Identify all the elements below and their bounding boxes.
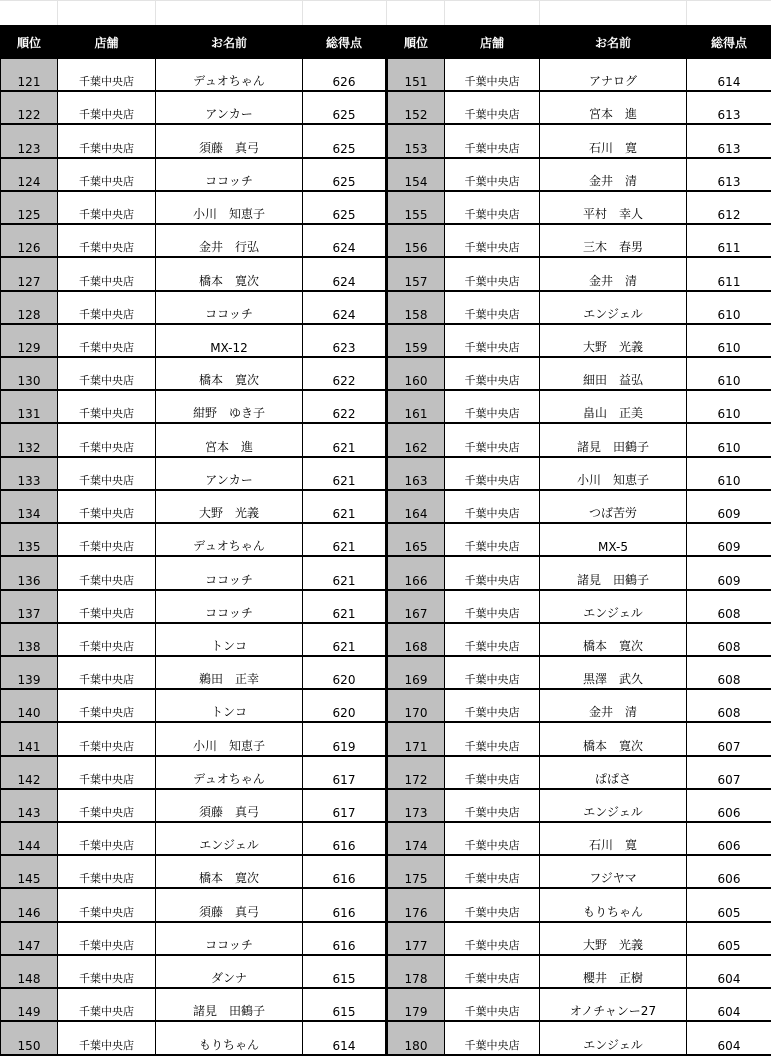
name-cell[interactable]: ぱぱさ xyxy=(540,756,687,789)
rank-cell[interactable]: 141 xyxy=(1,722,58,755)
score-cell[interactable]: 621 xyxy=(303,490,387,523)
name-cell[interactable]: ココッチ xyxy=(156,922,303,955)
store-cell[interactable]: 千葉中央店 xyxy=(58,689,156,722)
rank-cell[interactable]: 161 xyxy=(387,390,445,423)
rank-cell[interactable]: 145 xyxy=(1,855,58,888)
store-cell[interactable]: 千葉中央店 xyxy=(58,556,156,589)
score-cell[interactable]: 608 xyxy=(687,623,771,656)
store-cell[interactable]: 千葉中央店 xyxy=(58,357,156,390)
name-cell[interactable]: アンカー xyxy=(156,457,303,490)
store-cell[interactable]: 千葉中央店 xyxy=(445,357,540,390)
rank-cell[interactable]: 168 xyxy=(387,623,445,656)
name-cell[interactable]: 紺野 ゆき子 xyxy=(156,390,303,423)
rank-cell[interactable]: 154 xyxy=(387,158,445,191)
score-cell[interactable]: 614 xyxy=(687,59,771,92)
table-row xyxy=(1,357,771,390)
name-cell[interactable]: 平村 幸人 xyxy=(540,191,687,224)
store-cell[interactable]: 千葉中央店 xyxy=(58,224,156,257)
rank-cell[interactable]: 160 xyxy=(387,357,445,390)
table-row xyxy=(1,656,771,689)
score-cell[interactable]: 604 xyxy=(687,988,771,1021)
store-cell[interactable]: 千葉中央店 xyxy=(445,523,540,556)
name-cell[interactable]: 黒澤 武久 xyxy=(540,656,687,689)
store-cell[interactable]: 千葉中央店 xyxy=(445,291,540,324)
store-cell[interactable]: 千葉中央店 xyxy=(58,390,156,423)
rank-cell[interactable]: 153 xyxy=(387,124,445,157)
table-row xyxy=(1,390,771,423)
store-cell[interactable]: 千葉中央店 xyxy=(58,124,156,157)
name-cell[interactable]: アンカー xyxy=(156,91,303,124)
rank-cell[interactable]: 150 xyxy=(1,1021,58,1054)
header-rank[interactable]: 順位 xyxy=(387,26,445,59)
table-row xyxy=(1,1021,771,1054)
score-cell[interactable]: 613 xyxy=(687,91,771,124)
rank-cell[interactable]: 138 xyxy=(1,623,58,656)
name-cell[interactable]: 石川 寛 xyxy=(540,822,687,855)
name-cell[interactable]: ダンナ xyxy=(156,955,303,988)
score-cell[interactable]: 605 xyxy=(687,888,771,921)
store-cell[interactable]: 千葉中央店 xyxy=(445,490,540,523)
store-cell[interactable]: 千葉中央店 xyxy=(445,257,540,290)
header-score[interactable]: 総得点 xyxy=(303,26,387,59)
rank-cell[interactable]: 122 xyxy=(1,91,58,124)
score-cell[interactable]: 610 xyxy=(687,423,771,456)
store-cell[interactable]: 千葉中央店 xyxy=(58,623,156,656)
rank-cell[interactable]: 128 xyxy=(1,291,58,324)
score-cell[interactable]: 611 xyxy=(687,257,771,290)
name-cell[interactable]: ココッチ xyxy=(156,590,303,623)
table-row xyxy=(1,855,771,888)
store-cell[interactable]: 千葉中央店 xyxy=(445,1021,540,1054)
score-cell[interactable]: 610 xyxy=(687,357,771,390)
name-cell[interactable]: エンジェル xyxy=(540,291,687,324)
ranking-body xyxy=(1,59,771,1055)
score-cell[interactable]: 616 xyxy=(303,888,387,921)
table-row xyxy=(1,756,771,789)
store-cell[interactable]: 千葉中央店 xyxy=(58,257,156,290)
store-cell[interactable]: 千葉中央店 xyxy=(445,922,540,955)
store-cell[interactable]: 千葉中央店 xyxy=(58,722,156,755)
store-cell[interactable]: 千葉中央店 xyxy=(58,457,156,490)
rank-cell[interactable]: 179 xyxy=(387,988,445,1021)
table-row xyxy=(1,789,771,822)
name-cell[interactable]: 鵜田 正幸 xyxy=(156,656,303,689)
rank-cell[interactable]: 164 xyxy=(387,490,445,523)
name-cell[interactable]: 三木 春男 xyxy=(540,224,687,257)
name-cell[interactable]: 諸見 田鶴子 xyxy=(156,988,303,1021)
name-cell[interactable]: 小川 知恵子 xyxy=(156,722,303,755)
score-cell[interactable]: 604 xyxy=(687,1021,771,1054)
rank-cell[interactable]: 149 xyxy=(1,988,58,1021)
rank-cell[interactable]: 123 xyxy=(1,124,58,157)
store-cell[interactable]: 千葉中央店 xyxy=(58,324,156,357)
rank-cell[interactable]: 127 xyxy=(1,257,58,290)
name-cell[interactable]: 金井 清 xyxy=(540,257,687,290)
store-cell[interactable]: 千葉中央店 xyxy=(445,191,540,224)
rank-cell[interactable]: 177 xyxy=(387,922,445,955)
rank-cell[interactable]: 172 xyxy=(387,756,445,789)
store-cell[interactable]: 千葉中央店 xyxy=(58,1021,156,1054)
score-cell[interactable]: 620 xyxy=(303,656,387,689)
rank-cell[interactable]: 170 xyxy=(387,689,445,722)
name-cell[interactable]: 金井 行弘 xyxy=(156,224,303,257)
rank-cell[interactable]: 165 xyxy=(387,523,445,556)
score-cell[interactable]: 625 xyxy=(303,91,387,124)
name-cell[interactable]: つば苦労 xyxy=(540,490,687,523)
store-cell[interactable]: 千葉中央店 xyxy=(58,158,156,191)
store-cell[interactable]: 千葉中央店 xyxy=(445,988,540,1021)
rank-cell[interactable]: 133 xyxy=(1,457,58,490)
name-cell[interactable]: エンジェル xyxy=(540,789,687,822)
score-cell[interactable]: 619 xyxy=(303,722,387,755)
score-cell[interactable]: 605 xyxy=(687,922,771,955)
rank-cell[interactable]: 178 xyxy=(387,955,445,988)
rank-cell[interactable]: 129 xyxy=(1,324,58,357)
score-cell[interactable]: 621 xyxy=(303,623,387,656)
score-cell[interactable]: 626 xyxy=(303,59,387,92)
score-cell[interactable]: 621 xyxy=(303,590,387,623)
name-cell[interactable]: 石川 寛 xyxy=(540,124,687,157)
score-cell[interactable]: 606 xyxy=(687,789,771,822)
store-cell[interactable]: 千葉中央店 xyxy=(58,789,156,822)
score-cell[interactable]: 609 xyxy=(687,523,771,556)
name-cell[interactable]: 須藤 真弓 xyxy=(156,124,303,157)
table-row xyxy=(1,324,771,357)
store-cell[interactable]: 千葉中央店 xyxy=(445,855,540,888)
score-cell[interactable]: 612 xyxy=(687,191,771,224)
rank-cell[interactable]: 174 xyxy=(387,822,445,855)
score-cell[interactable]: 624 xyxy=(303,224,387,257)
score-cell[interactable]: 622 xyxy=(303,357,387,390)
name-cell[interactable]: ココッチ xyxy=(156,291,303,324)
score-cell[interactable]: 622 xyxy=(303,390,387,423)
score-cell[interactable]: 625 xyxy=(303,158,387,191)
score-cell[interactable]: 621 xyxy=(303,523,387,556)
name-cell[interactable]: トンコ xyxy=(156,623,303,656)
score-cell[interactable]: 621 xyxy=(303,556,387,589)
score-cell[interactable]: 620 xyxy=(303,689,387,722)
name-cell[interactable]: 小川 知恵子 xyxy=(540,457,687,490)
name-cell[interactable]: デュオちゃん xyxy=(156,59,303,92)
store-cell[interactable]: 千葉中央店 xyxy=(445,91,540,124)
score-cell[interactable]: 611 xyxy=(687,224,771,257)
rank-cell[interactable]: 143 xyxy=(1,789,58,822)
store-cell[interactable]: 千葉中央店 xyxy=(445,656,540,689)
name-cell[interactable]: MX-12 xyxy=(156,324,303,357)
table-row xyxy=(1,590,771,623)
score-cell[interactable]: 616 xyxy=(303,922,387,955)
rank-cell[interactable]: 125 xyxy=(1,191,58,224)
rank-cell[interactable]: 171 xyxy=(387,722,445,755)
score-cell[interactable]: 615 xyxy=(303,955,387,988)
name-cell[interactable]: オノチャンー27 xyxy=(540,988,687,1021)
store-cell[interactable]: 千葉中央店 xyxy=(58,656,156,689)
header-name[interactable]: お名前 xyxy=(540,26,687,59)
store-cell[interactable]: 千葉中央店 xyxy=(58,888,156,921)
store-cell[interactable]: 千葉中央店 xyxy=(58,822,156,855)
table-row xyxy=(1,291,771,324)
name-cell[interactable]: MX-5 xyxy=(540,523,687,556)
header-rank[interactable]: 順位 xyxy=(1,26,58,59)
name-cell[interactable]: 大野 光義 xyxy=(156,490,303,523)
store-cell[interactable]: 千葉中央店 xyxy=(445,324,540,357)
rank-cell[interactable]: 158 xyxy=(387,291,445,324)
score-cell[interactable]: 609 xyxy=(687,490,771,523)
rank-cell[interactable]: 157 xyxy=(387,257,445,290)
name-cell[interactable]: 橋本 寛次 xyxy=(156,257,303,290)
rank-cell[interactable]: 144 xyxy=(1,822,58,855)
table-row xyxy=(1,224,771,257)
table-row xyxy=(1,689,771,722)
store-cell[interactable]: 千葉中央店 xyxy=(445,623,540,656)
score-cell[interactable]: 624 xyxy=(303,257,387,290)
rank-cell[interactable]: 151 xyxy=(387,59,445,92)
table-row xyxy=(1,257,771,290)
score-cell[interactable]: 604 xyxy=(687,955,771,988)
name-cell[interactable]: ココッチ xyxy=(156,158,303,191)
name-cell[interactable]: 宮本 進 xyxy=(540,91,687,124)
rank-cell[interactable]: 130 xyxy=(1,357,58,390)
name-cell[interactable]: もりちゃん xyxy=(540,888,687,921)
rank-cell[interactable]: 176 xyxy=(387,888,445,921)
table-row xyxy=(1,191,771,224)
table-row xyxy=(1,822,771,855)
name-cell[interactable]: 橋本 寛次 xyxy=(156,357,303,390)
score-cell[interactable]: 617 xyxy=(303,789,387,822)
score-cell[interactable]: 613 xyxy=(687,158,771,191)
score-cell[interactable]: 608 xyxy=(687,590,771,623)
store-cell[interactable]: 千葉中央店 xyxy=(445,423,540,456)
name-cell[interactable]: 橋本 寛次 xyxy=(540,623,687,656)
store-cell[interactable]: 千葉中央店 xyxy=(58,59,156,92)
store-cell[interactable]: 千葉中央店 xyxy=(445,822,540,855)
rank-cell[interactable]: 147 xyxy=(1,922,58,955)
table-row xyxy=(1,556,771,589)
score-cell[interactable]: 625 xyxy=(303,191,387,224)
store-cell[interactable]: 千葉中央店 xyxy=(58,423,156,456)
rank-cell[interactable]: 163 xyxy=(387,457,445,490)
rank-cell[interactable]: 156 xyxy=(387,224,445,257)
table-row xyxy=(1,888,771,921)
table-row xyxy=(1,124,771,157)
table-row xyxy=(1,59,771,92)
store-cell[interactable]: 千葉中央店 xyxy=(445,590,540,623)
header-score[interactable]: 総得点 xyxy=(687,26,771,59)
rank-cell[interactable]: 137 xyxy=(1,590,58,623)
store-cell[interactable]: 千葉中央店 xyxy=(58,291,156,324)
store-cell[interactable]: 千葉中央店 xyxy=(58,91,156,124)
name-cell[interactable]: 畠山 正美 xyxy=(540,390,687,423)
rank-cell[interactable]: 136 xyxy=(1,556,58,589)
name-cell[interactable]: もりちゃん xyxy=(156,1021,303,1054)
score-cell[interactable]: 615 xyxy=(303,988,387,1021)
store-cell[interactable]: 千葉中央店 xyxy=(445,457,540,490)
store-cell[interactable]: 千葉中央店 xyxy=(445,556,540,589)
rank-cell[interactable]: 167 xyxy=(387,590,445,623)
rank-cell[interactable]: 121 xyxy=(1,59,58,92)
table-row xyxy=(1,490,771,523)
table-row xyxy=(1,158,771,191)
name-cell[interactable]: デュオちゃん xyxy=(156,523,303,556)
score-cell[interactable]: 610 xyxy=(687,324,771,357)
store-cell[interactable]: 千葉中央店 xyxy=(445,224,540,257)
name-cell[interactable]: 大野 光義 xyxy=(540,324,687,357)
rank-cell[interactable]: 166 xyxy=(387,556,445,589)
rank-cell[interactable]: 152 xyxy=(387,91,445,124)
name-cell[interactable]: 諸見 田鶴子 xyxy=(540,556,687,589)
table-row xyxy=(1,523,771,556)
score-cell[interactable]: 610 xyxy=(687,291,771,324)
rank-cell[interactable]: 155 xyxy=(387,191,445,224)
score-cell[interactable]: 625 xyxy=(303,124,387,157)
rank-cell[interactable]: 139 xyxy=(1,656,58,689)
store-cell[interactable]: 千葉中央店 xyxy=(58,922,156,955)
store-cell[interactable]: 千葉中央店 xyxy=(445,689,540,722)
name-cell[interactable]: 細田 益弘 xyxy=(540,357,687,390)
name-cell[interactable]: 金井 清 xyxy=(540,689,687,722)
header-store[interactable]: 店舗 xyxy=(445,26,540,59)
score-cell[interactable]: 608 xyxy=(687,656,771,689)
rank-cell[interactable]: 140 xyxy=(1,689,58,722)
rank-cell[interactable]: 135 xyxy=(1,523,58,556)
name-cell[interactable]: トンコ xyxy=(156,689,303,722)
name-cell[interactable]: フジヤマ xyxy=(540,855,687,888)
score-cell[interactable]: 606 xyxy=(687,822,771,855)
rank-cell[interactable]: 162 xyxy=(387,423,445,456)
score-cell[interactable]: 623 xyxy=(303,324,387,357)
name-cell[interactable]: 橋本 寛次 xyxy=(540,722,687,755)
store-cell[interactable]: 千葉中央店 xyxy=(445,124,540,157)
score-cell[interactable]: 608 xyxy=(687,689,771,722)
score-cell[interactable]: 616 xyxy=(303,822,387,855)
rank-cell[interactable]: 159 xyxy=(387,324,445,357)
name-cell[interactable]: 大野 光義 xyxy=(540,922,687,955)
rank-cell[interactable]: 173 xyxy=(387,789,445,822)
name-cell[interactable]: 宮本 進 xyxy=(156,423,303,456)
name-cell[interactable]: エンジェル xyxy=(156,822,303,855)
header-name[interactable]: お名前 xyxy=(156,26,303,59)
store-cell[interactable]: 千葉中央店 xyxy=(445,390,540,423)
header-row xyxy=(1,26,771,59)
store-cell[interactable]: 千葉中央店 xyxy=(445,888,540,921)
name-cell[interactable]: 諸見 田鶴子 xyxy=(540,423,687,456)
score-cell[interactable]: 621 xyxy=(303,423,387,456)
score-cell[interactable]: 614 xyxy=(303,1021,387,1054)
rank-cell[interactable]: 126 xyxy=(1,224,58,257)
name-cell[interactable]: 櫻井 正樹 xyxy=(540,955,687,988)
store-cell[interactable]: 千葉中央店 xyxy=(58,590,156,623)
ranking-table xyxy=(0,25,771,1056)
store-cell[interactable]: 千葉中央店 xyxy=(445,756,540,789)
rank-cell[interactable]: 132 xyxy=(1,423,58,456)
store-cell[interactable]: 千葉中央店 xyxy=(58,756,156,789)
table-row xyxy=(1,91,771,124)
rank-cell[interactable]: 169 xyxy=(387,656,445,689)
score-cell[interactable]: 624 xyxy=(303,291,387,324)
table-row xyxy=(1,457,771,490)
store-cell[interactable]: 千葉中央店 xyxy=(58,855,156,888)
rank-cell[interactable]: 180 xyxy=(387,1021,445,1054)
store-cell[interactable]: 千葉中央店 xyxy=(58,988,156,1021)
store-cell[interactable]: 千葉中央店 xyxy=(58,523,156,556)
rank-cell[interactable]: 148 xyxy=(1,955,58,988)
table-row xyxy=(1,922,771,955)
name-cell[interactable]: 橋本 寛次 xyxy=(156,855,303,888)
name-cell[interactable]: ココッチ xyxy=(156,556,303,589)
score-cell[interactable]: 616 xyxy=(303,855,387,888)
rank-cell[interactable]: 124 xyxy=(1,158,58,191)
name-cell[interactable]: 小川 知恵子 xyxy=(156,191,303,224)
store-cell[interactable]: 千葉中央店 xyxy=(445,955,540,988)
score-cell[interactable]: 610 xyxy=(687,457,771,490)
store-cell[interactable]: 千葉中央店 xyxy=(445,158,540,191)
store-cell[interactable]: 千葉中央店 xyxy=(445,59,540,92)
header-store[interactable]: 店舗 xyxy=(58,26,156,59)
store-cell[interactable]: 千葉中央店 xyxy=(445,789,540,822)
name-cell[interactable]: 須藤 真弓 xyxy=(156,789,303,822)
name-cell[interactable]: エンジェル xyxy=(540,590,687,623)
store-cell[interactable]: 千葉中央店 xyxy=(58,955,156,988)
name-cell[interactable]: 金井 清 xyxy=(540,158,687,191)
score-cell[interactable]: 621 xyxy=(303,457,387,490)
name-cell[interactable]: アナログ xyxy=(540,59,687,92)
score-cell[interactable]: 607 xyxy=(687,722,771,755)
score-cell[interactable]: 617 xyxy=(303,756,387,789)
table-row xyxy=(1,423,771,456)
score-cell[interactable]: 610 xyxy=(687,390,771,423)
table-row xyxy=(1,988,771,1021)
table-row xyxy=(1,955,771,988)
score-cell[interactable]: 613 xyxy=(687,124,771,157)
rank-cell[interactable]: 142 xyxy=(1,756,58,789)
score-cell[interactable]: 606 xyxy=(687,855,771,888)
store-cell[interactable]: 千葉中央店 xyxy=(58,191,156,224)
score-cell[interactable]: 607 xyxy=(687,756,771,789)
rank-cell[interactable]: 131 xyxy=(1,390,58,423)
table-row xyxy=(1,722,771,755)
grid-line xyxy=(0,0,771,1)
name-cell[interactable]: デュオちゃん xyxy=(156,756,303,789)
score-cell[interactable]: 609 xyxy=(687,556,771,589)
rank-cell[interactable]: 175 xyxy=(387,855,445,888)
table-row xyxy=(1,623,771,656)
rank-cell[interactable]: 134 xyxy=(1,490,58,523)
name-cell[interactable]: 須藤 真弓 xyxy=(156,888,303,921)
rank-cell[interactable]: 146 xyxy=(1,888,58,921)
store-cell[interactable]: 千葉中央店 xyxy=(58,490,156,523)
name-cell[interactable]: エンジェル xyxy=(540,1021,687,1054)
store-cell[interactable]: 千葉中央店 xyxy=(445,722,540,755)
